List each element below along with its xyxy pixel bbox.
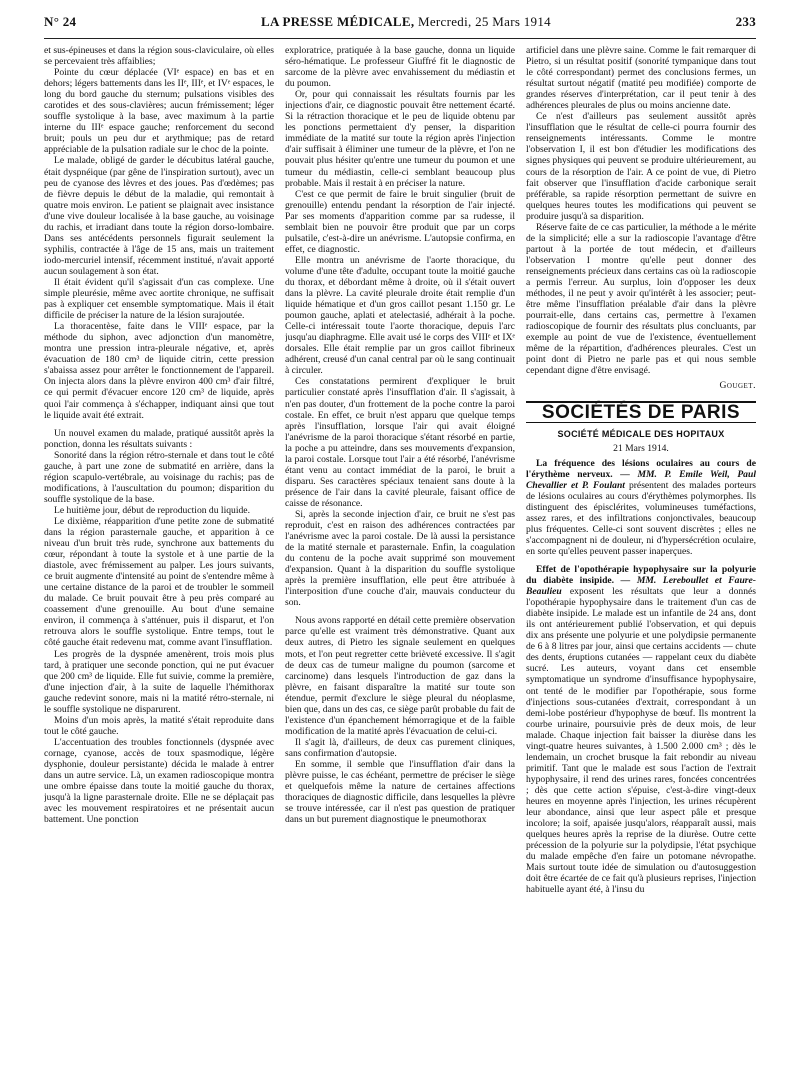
paragraph: exploratrice, pratiquée à la base gauche, donna un liquide séro-hématique. Le professeur Giuffré fit le diagnostic de sarcome de la plèvre avec envahissement du médiastin et du poumon. [285,45,515,90]
section-heading: SOCIÉTÉS DE PARIS [526,401,756,422]
paragraph: Il était évident qu'il s'agissait d'un cas complexe. Une simple pleurésie, même avec aortite chronique, ne suffisait pas à expliquer cet ensemble symptomatique. Mais il était difficile de préciser la nature de la lésion surajoutée. [44,276,274,322]
paragraph: Le malade, obligé de garder le décubitus latéral gauche, était dyspnéique (par gêne de l'inspiration surtout), avec un peu de cyanose des lèvres et des joues. Pas d'œdèmes; pas de fièvre depuis le début de la maladie, qui remontait à quatre mois environ. Le patient se plaignait avec insistance d'une vive douleur localisée à la base gauche, au voisinage du rachis, et irradiant dans toute la région dorso-lombaire. Dans ses antécédents personnels figurait seulement la syphilis, contractée à l'âge de 15 ans, mais un traitement iodo-mercuriel intensif, récemment institué, n'avait apporté aucun soulagement à son état. [44,155,274,277]
newspaper-page [44,14,756,1076]
column-3 [526,45,756,1065]
session-date: 21 Mars 1914. [613,442,669,454]
paragraph: Sonorité dans la région rétro-sternale et dans tout le côté gauche, à part une zone de submatité en arrière, dans la région scapulo-vertébrale, au voisinage du rachis; pas de modifications, à l'auscultation du poumon; disparition du souffle systolique de la base. [44,449,274,505]
paragraph: Un nouvel examen du malade, pratiqué aussitôt après la ponction, donna les résultats suivants : [44,427,274,450]
paragraph: Ces constatations permirent d'expliquer le bruit particulier constaté après l'insufflation d'air. Il s'agissait, à n'en pas douter, d'un frottement de la poche contre la paroi costale. En effet, ce bruit n'est apparu que quelque temps après l'insufflation, lorsque l'air qui avait éloigné l'anévrisme de la paroi thoracique s'étant résorbé en partie, la poche a pu atteindre, dans ses mouvements d'expansion, la paroi costale. Lorsque tout l'air a été résorbé, l'anévrisme étant venu au contact immédiat de la paroi, le bruit a disparu. Ses caractères spéciaux tenaient sans doute à la présence de l'air dans la cavité pleurale, faisant office de caisse de résonance. [285,376,515,509]
report-title: La fréquence des lésions oculaires au cours de l'érythème nerveux. [526,457,756,480]
issue-number: N° 24 [44,14,77,29]
paragraph: Elle montra un anévrisme de l'aorte thoracique, du volume d'une tête d'adulte, occupant toute la moitié gauche du thorax, et débordant même à droite, où il s'était ouvert dans la plèvre. La cavité pleurale droite était remplie d'un liquide hématique et d'un gros caillot pesant 1.150 gr. Le poumon gauche, aplati et atelectasié, adhérait à la poche. Celle-ci intéressait toute l'aorte thoracique, depuis l'arc jusqu'au diaphragme. Elle avait usé le corps des VIIIᵉ et IXᵉ dorsales. Elle était remplie par un gros caillot fibrineux adhérent, creusé d'un canal central par où le sang continuait à circuler. [285,254,515,377]
paragraph: La thoracentèse, faite dans le VIIIᵉ espace, par la méthode du siphon, avec adjonction d'un manomètre, montra une pression intra-pleurale négative, et, après évacuation de 180 cm³ de liquide citrin, cette pression s'abaissa assez pour arrêter le fonctionnement de l'appareil. On injecta alors dans la plèvre environ 400 cm³ d'air filtré, ce qui permit d'évacuer encore 120 cm³ de liquide, après quoi l'air commença à s'échapper, indiquant ainsi que tout le liquide avait été extrait. [44,321,274,421]
paragraph: Si, après la seconde injection d'air, ce bruit ne s'est pas reproduit, c'est en raison des adhérences contractées par l'anévrisme avec la paroi costale. De là aussi la persistance de la matité sternale et parasternale. Enfin, la coagulation du contenu de la poche avait supprimé son mouvement d'expansion. Quant à la disparition du souffle systolique après la première insufflation, elle peut être attribuée à l'interposition d'une couche d'air, mauvais conducteur du son. [285,508,515,609]
report-item [526,564,756,895]
report-body: présentent des malades porteurs de lésions oculaires au cours d'érythèmes polymorphes. Ils distinguent des épisclérites, volumineuses tuméfactions, assez rares, et des infiltrations conjonctivales, beaucoup plus fréquentes. Celle-ci sont souvent discrètes ; elles ne s'accompagnent ni de douleur, ni d'hypersécrétion oculaire, en sorte qu'elles peuvent passer inaperçues. [526,479,756,557]
author-signature: Gouget. [719,380,756,392]
paragraph: Moins d'un mois après, la matité s'était reproduite dans tout le côté gauche. [44,714,274,737]
paragraph: En somme, il semble que l'insufflation d'air dans la plèvre puisse, le cas échéant, permettre de préciser le siège et quelquefois même la nature de certaines affections thoraciques de diagnostic difficile, dans lesquelles la plèvre se trouve intéressée, car il n'est pas question de pratiquer dans un but purement diagnostique le pneumothorax [285,759,515,826]
report-item [526,458,756,557]
society-name: SOCIÉTÉ MÉDICALE DES HOPITAUX [557,428,725,439]
journal-name: LA PRESSE MÉDICALE, [260,14,415,29]
issue-date: Mercredi, 25 Mars 1914 [417,14,551,29]
paragraph: Réserve faite de ce cas particulier, la méthode a le mérite de la simplicité; elle a sur la radioscopie l'avantage d'être partout à la portée de tout médecin, et d'ailleurs l'observation I montre qu'elle peut donner des renseignements précieux dans certains cas où la radioscopie a permis l'erreur. Au surplus, loin d'opposer les deux méthodes, il ne peut y avoir qu'intérêt à les associer; peut-être même l'insufflation préalable d'air dans la plèvre pourrait-elle, dans certains cas, permettre à l'examen radioscopique de fournir des résultats plus concluants, par exemple au point de vue de l'existence, éventuellement même de la répartition, d'adhérences pleurales. C'est un point dont di Pietro ne parle pas et qui nous semble cependant digne d'être envisagé. [526,221,756,377]
paragraph: Or, pour qui connaissait les résultats fournis par les injections d'air, ce diagnostic pouvait être nettement écarté. Si la rétraction thoracique et le peu de liquide obtenu par les ponctions permettaient d'y penser, la disparition immédiate de la matité sur toute la région après l'injection d'air suffisait à éliminer une tumeur de la plèvre, et l'on ne pouvait plus hésiter qu'entre une tumeur du poumon et une tumeur du médiastin, celle-ci semblant beaucoup plus probable. Mais il restait à en préciser la nature. [285,89,515,189]
columns [44,45,756,1065]
report-authors: — MM. Lereboullet et Faure-Beaulieu [526,575,756,598]
paragraph: Le dixième, réapparition d'une petite zone de submatité dans la région parasternale gauche, et apparition à ce niveau d'un bruit très rude, synchrone aux battements du cœur, répondant à toute la systole et à une partie de la diastole, avec frémissement au palper. Les jours suivants, ce bruit augmente d'intensité au point de s'entendre même à une certaine distance de la paroi et de troubler le sommeil du malade. Ce bruit pouvait être à peu près comparé au coassement d'une grenouille. Au bout d'une semaine environ, il commença à s'atténuer, puis il disparut, et l'on retrouva alors le souffle systolique. Entre temps, tout le côté gauche était redevenu mat, comme avant l'insufflation. [44,515,274,649]
paragraph: Nous avons rapporté en détail cette première observation parce qu'elle est vraiment très démonstrative. Quant aux deux autres, di Pietro les signale seulement en quelques mots, et l'on peut regretter cette brièveté excessive. Il s'agit de deux cas de tumeur maligne du poumon (sarcome et carcinome) dans lesquels l'introduction de gaz dans la plèvre, en faisant disparaître la matité sur toute son étendue, permit d'exclure le siège pleural du néoplasme, bien que, dans un des cas, ce siège parût probable du fait de l'existence d'un épanchement hémorragique et de la faible modification de la matité après l'évacuation de celui-ci. [285,615,515,737]
paragraph: Le huitième jour, début de reproduction du liquide. [54,504,250,516]
paragraph: C'est ce que permit de faire le bruit singulier (bruit de grenouille) entendu pendant la résorption de l'air injecté. Par ses moments d'apparition comme par sa rudesse, il semblait bien ne pouvoir être produit que par un corps pulsatile, c'est-à-dire un anévrisme. L'autopsie confirma, en effet, ce diagnostic. [285,188,515,255]
report-body: exposent les résultats que leur a donnés l'opothérapie hypophysaire dans le traitement d'un cas de diabète insipide. Le malade est un infantile de 24 ans, dont ils ont antérieurement publié l'observation, et qui depuis dix ans présente une polyurie et une polydipsie permanente de 6 à 8 litres par jour, ainsi que certains accidents — chute des dents, éruptions cutanées — rappelant ceux du diabète sucré. Les auteurs, voyant dans cet ensemble symptomatique un syndrome d'insuffisance hypophysaire, ont tenté de le modifier par l'opothérapie, sous forme d'injections sous-cutanées d'extrait, correspondant à un demi-lobe postérieur d'hypophyse de bœuf. Ils montrent la courbe urinaire, poursuivie près de deux mois, de leur malade. Chaque injection fait baisser la diurèse dans les vingt-quatre heures suivantes, à 1.500 2.000 cm³ ; dès le lendemain, un crochet brusque la fait rebondir au niveau primitif. Tant que le malade est sous l'action de l'extrait hypophysaire, il rend des urines rares, foncées concentrées ; dès que cette action s'épuise, c'est-à-dire vingt-deux heures en moyenne après l'injection, les urines récupèrent leur abondance, ainsi que leur aspect pâle et presque incolore; la soif, apaisée jusqu'alors, réapparaît aussi, mais quelques heures après la reprise de la diurèse. Outre cette précession de la polyurie sur la polydipsie, l'état psychique du malade empêche d'en faire un potomane névropathe. Mais surtout toute idée de simulation ou d'autosuggestion doit être écartée de ce fait qu'à plusieurs reprises, l'injection habituelle ayant été, à l'insu du [526,586,756,896]
journal-title [261,14,551,30]
report-authors: — MM. P. Emile Weil, Paul Chevallier et P. Foulant [526,468,756,491]
report-title: Effet de l'opothérapie hypophysaire sur la polyurie du diabète insipide. [526,564,756,587]
paragraph: Les progrès de la dyspnée amenèrent, trois mois plus tard, à pratiquer une seconde ponction, qui ne put évacuer que 200 cm³ de liquide. Elle fut suivie, comme la première, d'une injection d'air, à la suite de laquelle l'hémithorax gauche redevint sonore, mais ni la matité rétro-sternale, ni le souffle systolique ne disparurent. [44,648,274,715]
paragraph: Il s'agit là, d'ailleurs, de deux cas purement cliniques, sans confirmation d'autopsie. [285,736,515,759]
paragraph: L'accentuation des troubles fonctionnels (dyspnée avec cornage, cyanose, accès de toux spasmodique, légère dysphonie, douleur persistante) décida le malade à entrer dans un autre service. Là, un examen radioscopique montra une ombre épaisse dans toute la moitié gauche du thorax, jusqu'à la ligne parasternale droite. Elle ne se déplaçait pas avec les mouvement respiratoires et ne présentait aucun battement. Une ponction [44,736,274,826]
column-1 [44,45,274,1065]
paragraph: Ce n'est d'ailleurs pas seulement aussitôt après l'insufflation que le résultat de celle-ci pourra fournir des renseignements intéressants. Comme le montre l'observation I, il est bon d'étudier les modifications des signes physiques qui peuvent se produire ultérieurement, au cours de la résorption de l'air. A ce point de vue, di Pietro fait observer que l'insufflation d'acide carbonique serait préférable, sa rapide résorption permettant de suivre en quelques heures toutes les modifications qui peuvent se produire jusqu'à sa disparition. [526,111,756,222]
paragraph: artificiel dans une plèvre saine. Comme le fait remarquer di Pietro, si un résultat positif (sonorité tympanique dans tout le côté correspondant) permet des conclusions fermes, un résultat surtout négatif (matité peu modifiée) comporte de grandes réserves d'interprétation, car il peut tenir à des adhérences pleurales de plus ou moins ancienne date. [526,45,756,112]
paragraph: et sus-épineuses et dans la région sous-claviculaire, où elles se percevaient très affaiblies; [44,45,274,68]
page-header [44,14,756,36]
header-rule [44,38,756,39]
page-number: 233 [735,14,756,29]
paragraph: Pointe du cœur déplacée (VIᵉ espace) en bas et en dehors; légers battements dans les IIᵉ, IIIᵉ, et IVᵉ espaces, le long du bord gauche du sternum; pulsations visibles des carotides et des sous-clavières; aucun frémissement; léger souffle systolique à la base, avec maximum à la partie interne du IIIᵉ espace gauche; renforcement du second bruit; pouls un peu dur et arythmique; pas de retard appréciable de la pulsation radiale sur le choc de la pointe. [44,67,274,156]
column-2 [285,45,515,1065]
